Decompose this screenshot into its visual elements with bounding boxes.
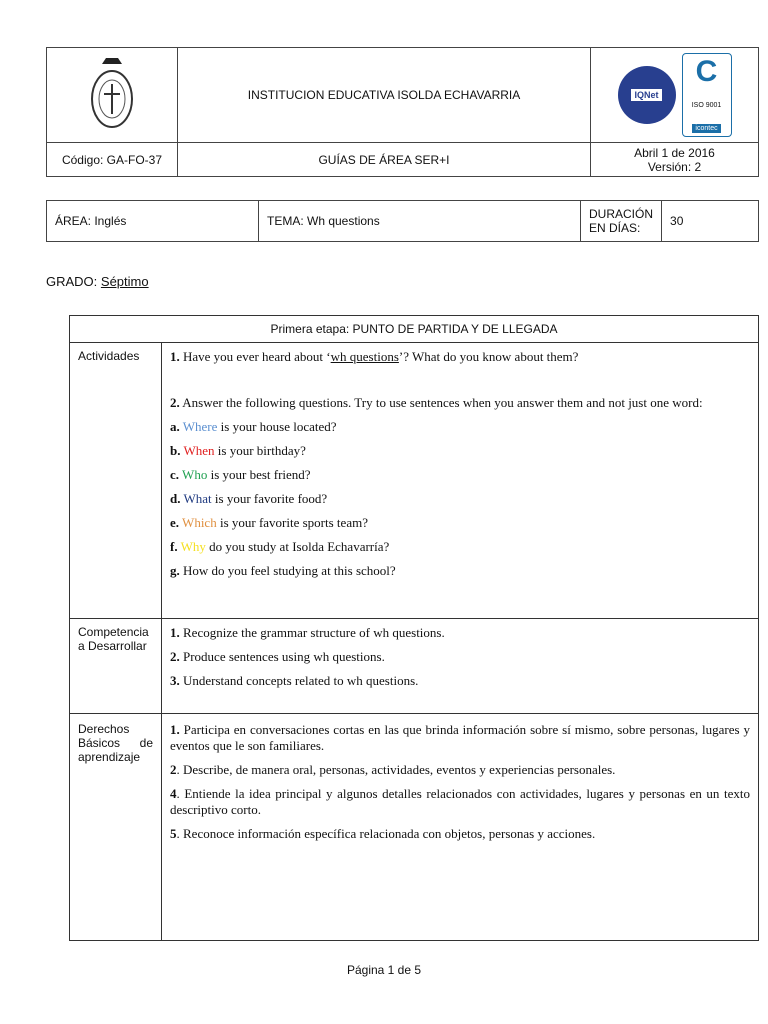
actividades-label: Actividades bbox=[70, 343, 162, 619]
stage-title: Primera etapa: PUNTO DE PARTIDA Y DE LLEGADA bbox=[70, 316, 759, 343]
question-item: f. Why do you study at Isolda Echavarría? bbox=[170, 539, 390, 554]
school-crest-logo bbox=[47, 48, 178, 143]
info-table bbox=[46, 200, 759, 242]
crest-icon bbox=[82, 54, 142, 134]
derechos-label: Derechos Básicos de aprendizaje bbox=[70, 714, 162, 941]
iqnet-logo: IQNet bbox=[618, 66, 676, 124]
guide-title: GUÍAS DE ÁREA SER+I bbox=[178, 143, 591, 177]
page-number: Página 1 de 5 bbox=[346, 963, 422, 977]
actividades-content: 1. Have you ever heard about ‘wh questions’? What do you know about them? 2. Answer the following questions. Try to use sentences when you answer them and not just one word: a. Where is your house located? b. When is your birthday? c. Who is your best friend? d. What is your favorite food? e. Which is your favorite sports team? f. Why do you study at Isolda Echavarría? g. How do you feel studying at this school? bbox=[162, 343, 759, 619]
question-item: c. Who is your best friend? bbox=[170, 467, 311, 482]
icontec-c-icon: C bbox=[695, 55, 718, 88]
question-item: b. When is your birthday? bbox=[170, 443, 306, 458]
question-item: d. What is your favorite food? bbox=[170, 491, 328, 506]
grado: GRADO: Séptimo bbox=[46, 274, 149, 289]
main-table bbox=[69, 315, 759, 941]
certification-logos bbox=[591, 48, 759, 143]
duracion-value: 30 bbox=[662, 201, 759, 242]
area: ÁREA: Inglés bbox=[47, 201, 259, 242]
competencia-content: 1. Recognize the grammar structure of wh questions. 2. Produce sentences using wh questions. 3. Understand concepts related to wh questions. bbox=[162, 619, 759, 714]
icontec-logo: C ISO 9001 icontec bbox=[682, 53, 732, 137]
duracion-label: DURACIÓN EN DÍAS: bbox=[581, 201, 662, 242]
tema: TEMA: Wh questions bbox=[259, 201, 581, 242]
question-item: e. Which is your favorite sports team? bbox=[170, 515, 368, 530]
document-code: Código: GA-FO-37 bbox=[47, 143, 178, 177]
question-item: a. Where is your house located? bbox=[170, 419, 337, 434]
header-table bbox=[46, 47, 759, 177]
institution-name: INSTITUCION EDUCATIVA ISOLDA ECHAVARRIA bbox=[178, 48, 591, 143]
question-item: g. How do you feel studying at this school? bbox=[170, 563, 396, 578]
competencia-label: Competencia a Desarrollar bbox=[70, 619, 162, 714]
derechos-content: 1. Participa en conversaciones cortas en las que brinda información sobre sí mismo, sobre personas, lugares y eventos que le son familiares. 2. Describe, de manera oral, personas, actividades, eventos y experiencias personales. 4. Entiende la idea principal y algunos detalles relacionados con actividades, lugares y personas en un texto descriptivo corto. 5. Reconoce información específica relacionada con objetos, personas y acciones. bbox=[162, 714, 759, 941]
date-version: Abril 1 de 2016 Versión: 2 bbox=[591, 143, 759, 177]
